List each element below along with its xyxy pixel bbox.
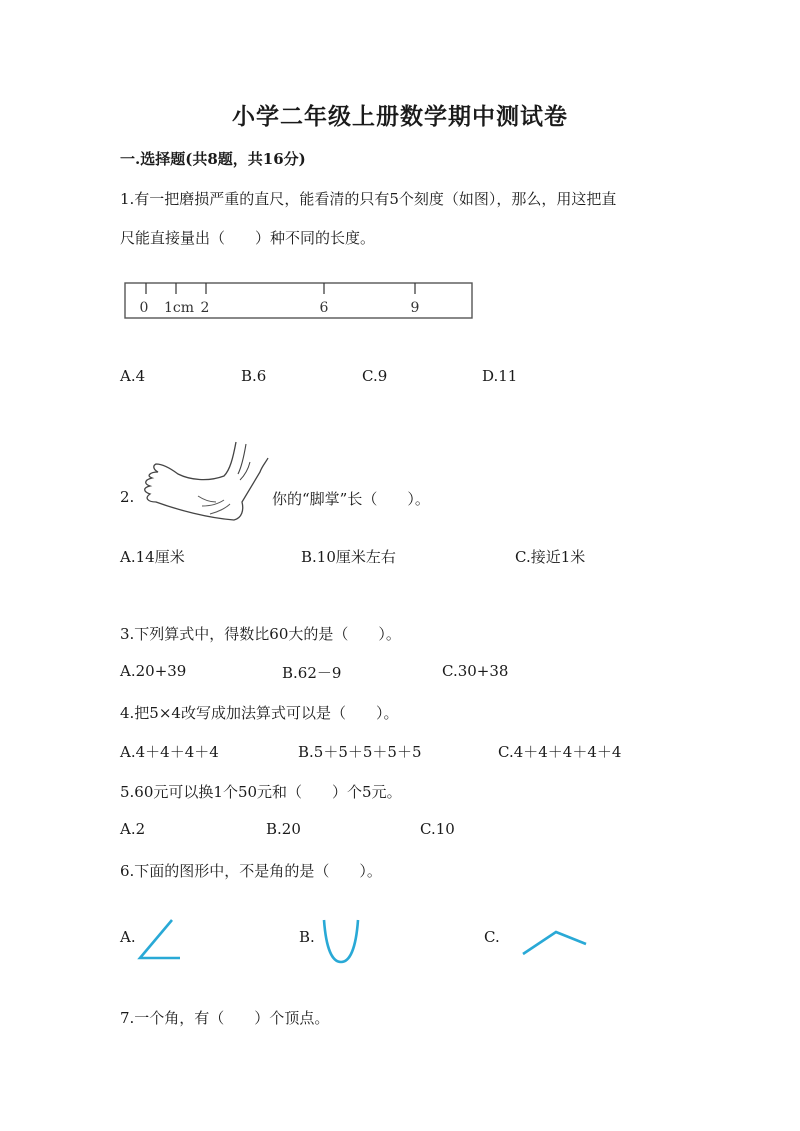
question-3-option-a: A.20+39 [120,662,187,680]
question-2-number: 2. [120,488,135,506]
question-4-text: 4.把5×4改写成加法算式可以是（ ）。 [120,704,399,722]
question-3-text: 3.下列算式中，得数比60大的是（ ）。 [120,625,401,643]
question-1-option-a: A.4 [120,367,146,385]
ruler-label-6: 6 [319,300,329,316]
question-5-option-c: C.10 [420,820,455,838]
question-1-line-2: 尺能直接量出（ ）种不同的长度。 [120,229,376,247]
question-2-option-a: A.14厘米 [120,548,185,566]
question-6-option-a: A. [120,928,136,946]
question-1-option-d: D.11 [482,367,518,385]
question-3-option-b: B.62－9 [282,664,342,682]
question-5-text: 5.60元可以换1个50元和（ ）个5元。 [120,783,402,801]
curve-figure-b [320,918,364,966]
ruler-label-1cm: 1cm [163,300,195,316]
question-2-option-b: B.10厘米左右 [301,548,396,566]
question-1-option-b: B.6 [241,367,267,385]
question-6-text: 6.下面的图形中，不是角的是（ ）。 [120,862,382,880]
ruler-figure [124,280,474,320]
question-4-option-b: B.5＋5＋5＋5＋5 [298,743,422,761]
question-7-text: 7.一个角，有（ ）个顶点。 [120,1009,330,1027]
question-6-option-c: C. [484,928,500,946]
question-1-option-c: C.9 [362,367,388,385]
ruler-label-0: 0 [139,300,149,316]
page-title: 小学二年级上册数学期中测试卷 [232,103,568,130]
angle-figure-c [520,928,590,958]
ruler-label-9: 9 [410,300,420,316]
question-5-option-a: A.2 [120,820,146,838]
angle-figure-a [136,918,182,964]
section-heading: 一.选择题(共8题，共16分) [120,150,306,168]
question-5-option-b: B.20 [266,820,301,838]
question-2-option-c: C.接近1米 [515,548,586,566]
foot-sketch-icon [138,440,268,522]
question-4-option-a: A.4＋4＋4＋4 [120,743,219,761]
question-6-option-b: B. [299,928,315,946]
question-3-option-c: C.30+38 [442,662,509,680]
question-1-line-1: 1.有一把磨损严重的直尺，能看清的只有5个刻度（如图），那么，用这把直 [120,190,617,208]
ruler-label-2: 2 [200,300,210,316]
question-2-text: 你的“脚掌”长（ ）。 [272,490,430,508]
question-4-option-c: C.4＋4＋4＋4＋4 [498,743,622,761]
